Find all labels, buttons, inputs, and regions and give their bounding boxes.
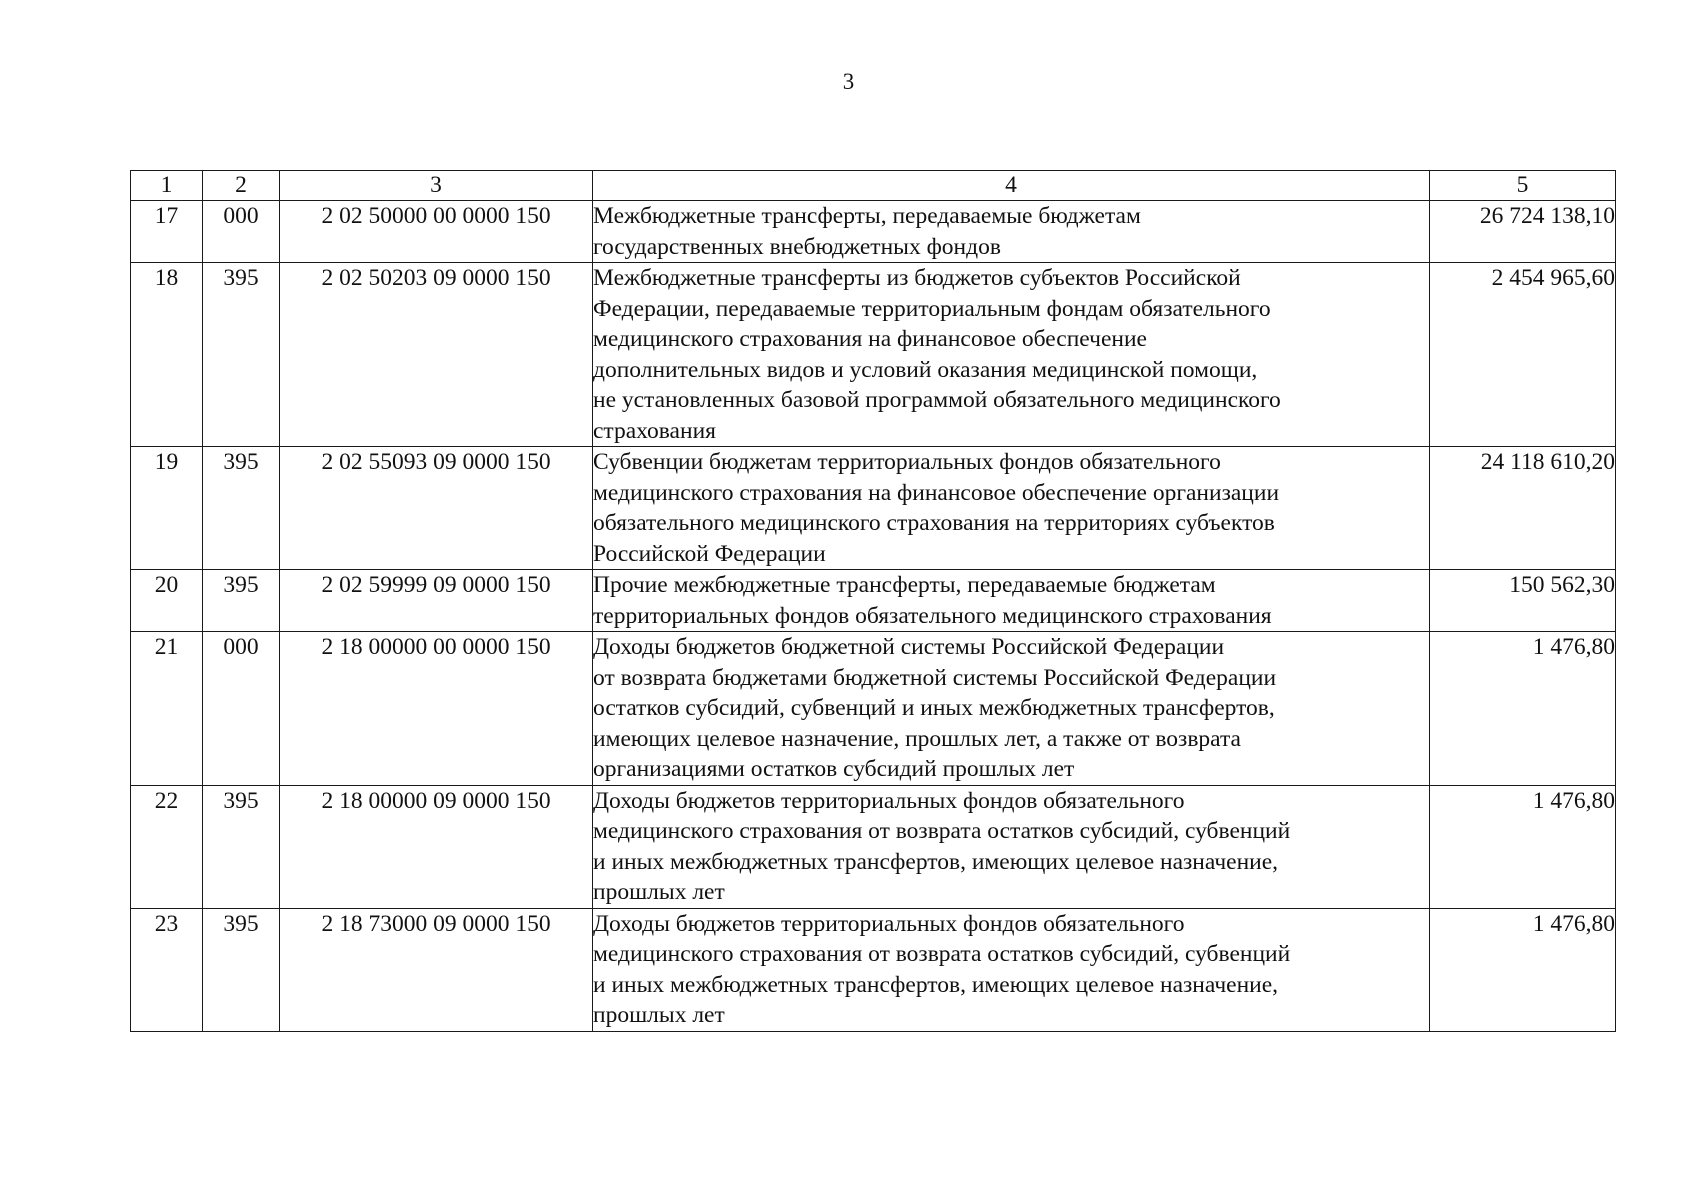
amount-cell: 1 476,80 [1430, 785, 1616, 908]
amount-cell: 1 476,80 [1430, 908, 1616, 1031]
description-line: страхования [593, 417, 716, 444]
amount-cell: 2 454 965,60 [1430, 263, 1616, 447]
header-cell-3: 3 [280, 171, 593, 201]
budget-classification-code-cell: 2 18 00000 00 0000 150 [280, 632, 593, 786]
table-row [131, 785, 1616, 908]
administrator-code-cell: 395 [203, 908, 280, 1031]
header-cell-2: 2 [203, 171, 280, 201]
description-line: Доходы бюджетов территориальных фондов обязательного [593, 910, 1185, 937]
table-row [131, 908, 1616, 1031]
description-line: и иных межбюджетных трансфертов, имеющих целевое назначение, [593, 848, 1279, 875]
header-cell-5: 5 [1430, 171, 1616, 201]
row-number-cell: 20 [131, 570, 203, 632]
table-row [131, 263, 1616, 447]
header-cell-4: 4 [593, 171, 1430, 201]
budget-classification-code-cell: 2 18 00000 09 0000 150 [280, 785, 593, 908]
administrator-code-cell: 395 [203, 263, 280, 447]
revenue-description-cell [593, 263, 1430, 447]
description-line: дополнительных видов и условий оказания медицинской помощи, [593, 356, 1258, 383]
table-body [131, 201, 1616, 1032]
table-header [131, 171, 1616, 201]
amount-cell: 26 724 138,10 [1430, 201, 1616, 263]
budget-revenue-table [130, 170, 1616, 1032]
description-line: имеющих целевое назначение, прошлых лет, а также от возврата [593, 725, 1241, 752]
description-line: Доходы бюджетов территориальных фондов обязательного [593, 787, 1185, 814]
description-line: организациями остатков субсидий прошлых лет [593, 756, 1075, 782]
description-line: от возврата бюджетами бюджетной системы Российской Федерации [593, 664, 1277, 691]
administrator-code-cell: 395 [203, 447, 280, 570]
description-line: Прочие межбюджетные трансферты, передаваемые бюджетам [593, 572, 1216, 598]
budget-classification-code-cell: 2 02 55093 09 0000 150 [280, 447, 593, 570]
header-cell-1: 1 [131, 171, 203, 201]
revenue-description-cell [593, 908, 1430, 1031]
revenue-description-cell [593, 570, 1430, 632]
revenue-description-cell [593, 785, 1430, 908]
header-row [131, 171, 1616, 201]
description-line: медицинского страхования от возврата остатков субсидий, субвенций [593, 818, 1291, 844]
budget-classification-code-cell: 2 18 73000 09 0000 150 [280, 908, 593, 1031]
row-number-cell: 21 [131, 632, 203, 786]
revenue-description-cell [593, 447, 1430, 570]
amount-cell: 1 476,80 [1430, 632, 1616, 786]
table-row [131, 201, 1616, 263]
description-line: территориальных фондов обязательного медицинского страхования [593, 602, 1272, 629]
description-line: Доходы бюджетов бюджетной системы Российской Федерации [593, 634, 1225, 660]
description-line: обязательного медицинского страхования на территориях субъектов [593, 510, 1275, 536]
amount-cell: 150 562,30 [1430, 570, 1616, 632]
row-number-cell: 19 [131, 447, 203, 570]
description-line: Федерации, передаваемые территориальным фондам обязательного [593, 295, 1271, 322]
description-line: и иных межбюджетных трансфертов, имеющих целевое назначение, [593, 971, 1279, 998]
table-row [131, 570, 1616, 632]
revenue-description-cell [593, 201, 1430, 263]
row-number-cell: 17 [131, 201, 203, 263]
budget-classification-code-cell: 2 02 50000 00 0000 150 [280, 201, 593, 263]
description-line: Субвенции бюджетам территориальных фондов обязательного [593, 449, 1221, 475]
description-line: Российской Федерации [593, 540, 826, 567]
description-line: Межбюджетные трансферты, передаваемые бюджетам [593, 203, 1141, 229]
description-line: медицинского страхования от возврата остатков субсидий, субвенций [593, 941, 1291, 967]
amount-cell: 24 118 610,20 [1430, 447, 1616, 570]
description-line: остатков субсидий, субвенций и иных межбюджетных трансфертов, [593, 695, 1275, 721]
description-line: государственных внебюджетных фондов [593, 233, 1001, 260]
administrator-code-cell: 395 [203, 570, 280, 632]
budget-classification-code-cell: 2 02 50203 09 0000 150 [280, 263, 593, 447]
description-line: медицинского страхования на финансовое обеспечение [593, 326, 1147, 352]
page-number: 3 [842, 69, 855, 94]
description-line: прошлых лет [593, 1002, 725, 1028]
revenue-description-cell [593, 632, 1430, 786]
administrator-code-cell: 395 [203, 785, 280, 908]
administrator-code-cell: 000 [203, 632, 280, 786]
description-line: не установленных базовой программой обязательного медицинского [593, 387, 1281, 413]
budget-classification-code-cell: 2 02 59999 09 0000 150 [280, 570, 593, 632]
description-line: Межбюджетные трансферты из бюджетов субъектов Российской [593, 265, 1241, 291]
row-number-cell: 18 [131, 263, 203, 447]
administrator-code-cell: 000 [203, 201, 280, 263]
row-number-cell: 23 [131, 908, 203, 1031]
table-row [131, 632, 1616, 786]
description-line: прошлых лет [593, 879, 725, 905]
row-number-cell: 22 [131, 785, 203, 908]
table-row [131, 447, 1616, 570]
description-line: медицинского страхования на финансовое обеспечение организации [593, 479, 1280, 506]
